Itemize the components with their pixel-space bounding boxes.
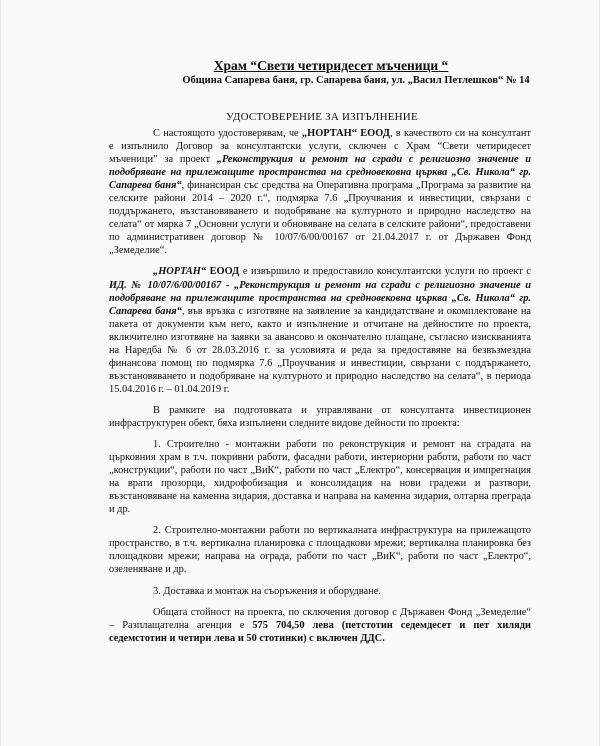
p2-text-1: е извършило и предоставило консултантски услуги по проект с	[239, 266, 531, 278]
company-name: „НОРТАН“ ЕООД	[301, 128, 390, 139]
document-body	[109, 127, 531, 653]
p2-company-type: ЕООД	[206, 266, 240, 278]
paragraph-4	[109, 606, 531, 645]
activity-item-2: 2. Строително-монтажни работи по вертикалната инфраструктура на прилежащото пространство, в т.ч. вертикална планировка с площадкови мрежи; вертикална планировка без площадкови мрежи; направа на ограда, работи по част „ВиК“, работи по част „Електро“, озеленяване и др.	[109, 525, 531, 576]
project-title: „Реконструкция и ремонт на сгради с религиозно значение и подобряване на прилежащите пространства на средновековна църква „Св. Никола“ гр. Сапарева баня“	[109, 154, 532, 192]
church-address: Община Сапарева баня, гр. Сапарева баня, ул. „Васил Петлешков“ № 14	[182, 75, 530, 86]
p4-text-1: Общата стойност на проекта, по сключения договор с Държавен Фонд „Земеделие“ – Разплащателна агенция е	[109, 606, 531, 631]
letterhead	[1, 58, 600, 88]
activity-item-3: 3. Доставка и монтаж на съоръжения и оборудване.	[153, 585, 381, 597]
p2-company: „НОРТАН“	[153, 266, 207, 278]
paragraph-3: В рамките на подготовката и управлявани от консултанта инвестиционен инфраструктурен обект, бяха изпълнени следните видове дейности по проекта:	[109, 404, 531, 429]
church-name: Храм “Свети четиридесет мъченици “	[213, 58, 449, 73]
p2-project-id: ИД. № 10/07/6/00/00167 - „Реконструкция и ремонт на сгради с религиозно значение и подобряване на прилежащите пространства на средновековна църква „Св. Никола“ гр. Сапарева баня“	[109, 279, 531, 317]
p1-text-1: С настоящото удостоверявам, че	[153, 128, 302, 139]
activity-item-1: 1. Строително - монтажни работи по реконструкция и ремонт на сградата на църковния храм в т.ч. покривни работи, фасадни работи, интериорни работи, работи по част „конструкции“, работи по част „ВиК“, работи по част „Електро“, консервация и импрегнация на врати прозорци, хидрофобизация и консолидация на нови градежи и разтвори, възстановяване на каменна зидария, доставка и направа на каменна зидария, олтарна преграда и др.	[109, 439, 531, 516]
total-value: 575 704,50 лева (петстотин седемдесет и пет хиляди седемстотин и четири лева и 50 стотинки) с включен ДДС.	[109, 619, 531, 644]
p1-text-2: , в качеството си на консултант е изпълнило Договор за консултантски услуги, сключен с Храм “Свети четиридесет мъченици” за проект	[109, 128, 531, 166]
p1-text-3: , финансиран със средства на Оперативна програма „Програма за развитие на селските райони 2014 – 2020 г.“, подмярка 7.6 „Проучвания и инвестиции, свързани с поддържането, възстановяването и подобряване на културното и природно наследство на селата“ от мярка 7 „Основни услуги и обновяване на селата в селските райони“, предоставени по административен договор № 10/07/6/00/00167 от 21.04.2017 г. от Държавен Фонд „Земеделие“.	[109, 180, 531, 257]
paragraph-2	[109, 265, 531, 395]
p2-text-2: , във връзка с изготвяне на заявление за кандидатстване и окомплектоване на пакета от документи към него, както и изпълнение и отчитане на дейностите по проекта, включително изготвяне на заявки за авансово и окончателно плащане, съгласно изискванията на Наредба № 6 от 28.03.2016 г. за условията и реда за предоставяне на безвъзмездна финансова помощ по подмярка 7.6 „Проучвания и инвестиции, свързани с поддържането, възстановяването и подобряване на културното и природно наследство на селата“, в периода 15.04.2016 г. – 01.04.2019 г.	[109, 305, 531, 395]
paragraph-1	[109, 127, 531, 257]
document-title: УДОСТОВЕРЕНИЕ ЗА ИЗПЪЛНЕНИЕ	[226, 111, 418, 123]
